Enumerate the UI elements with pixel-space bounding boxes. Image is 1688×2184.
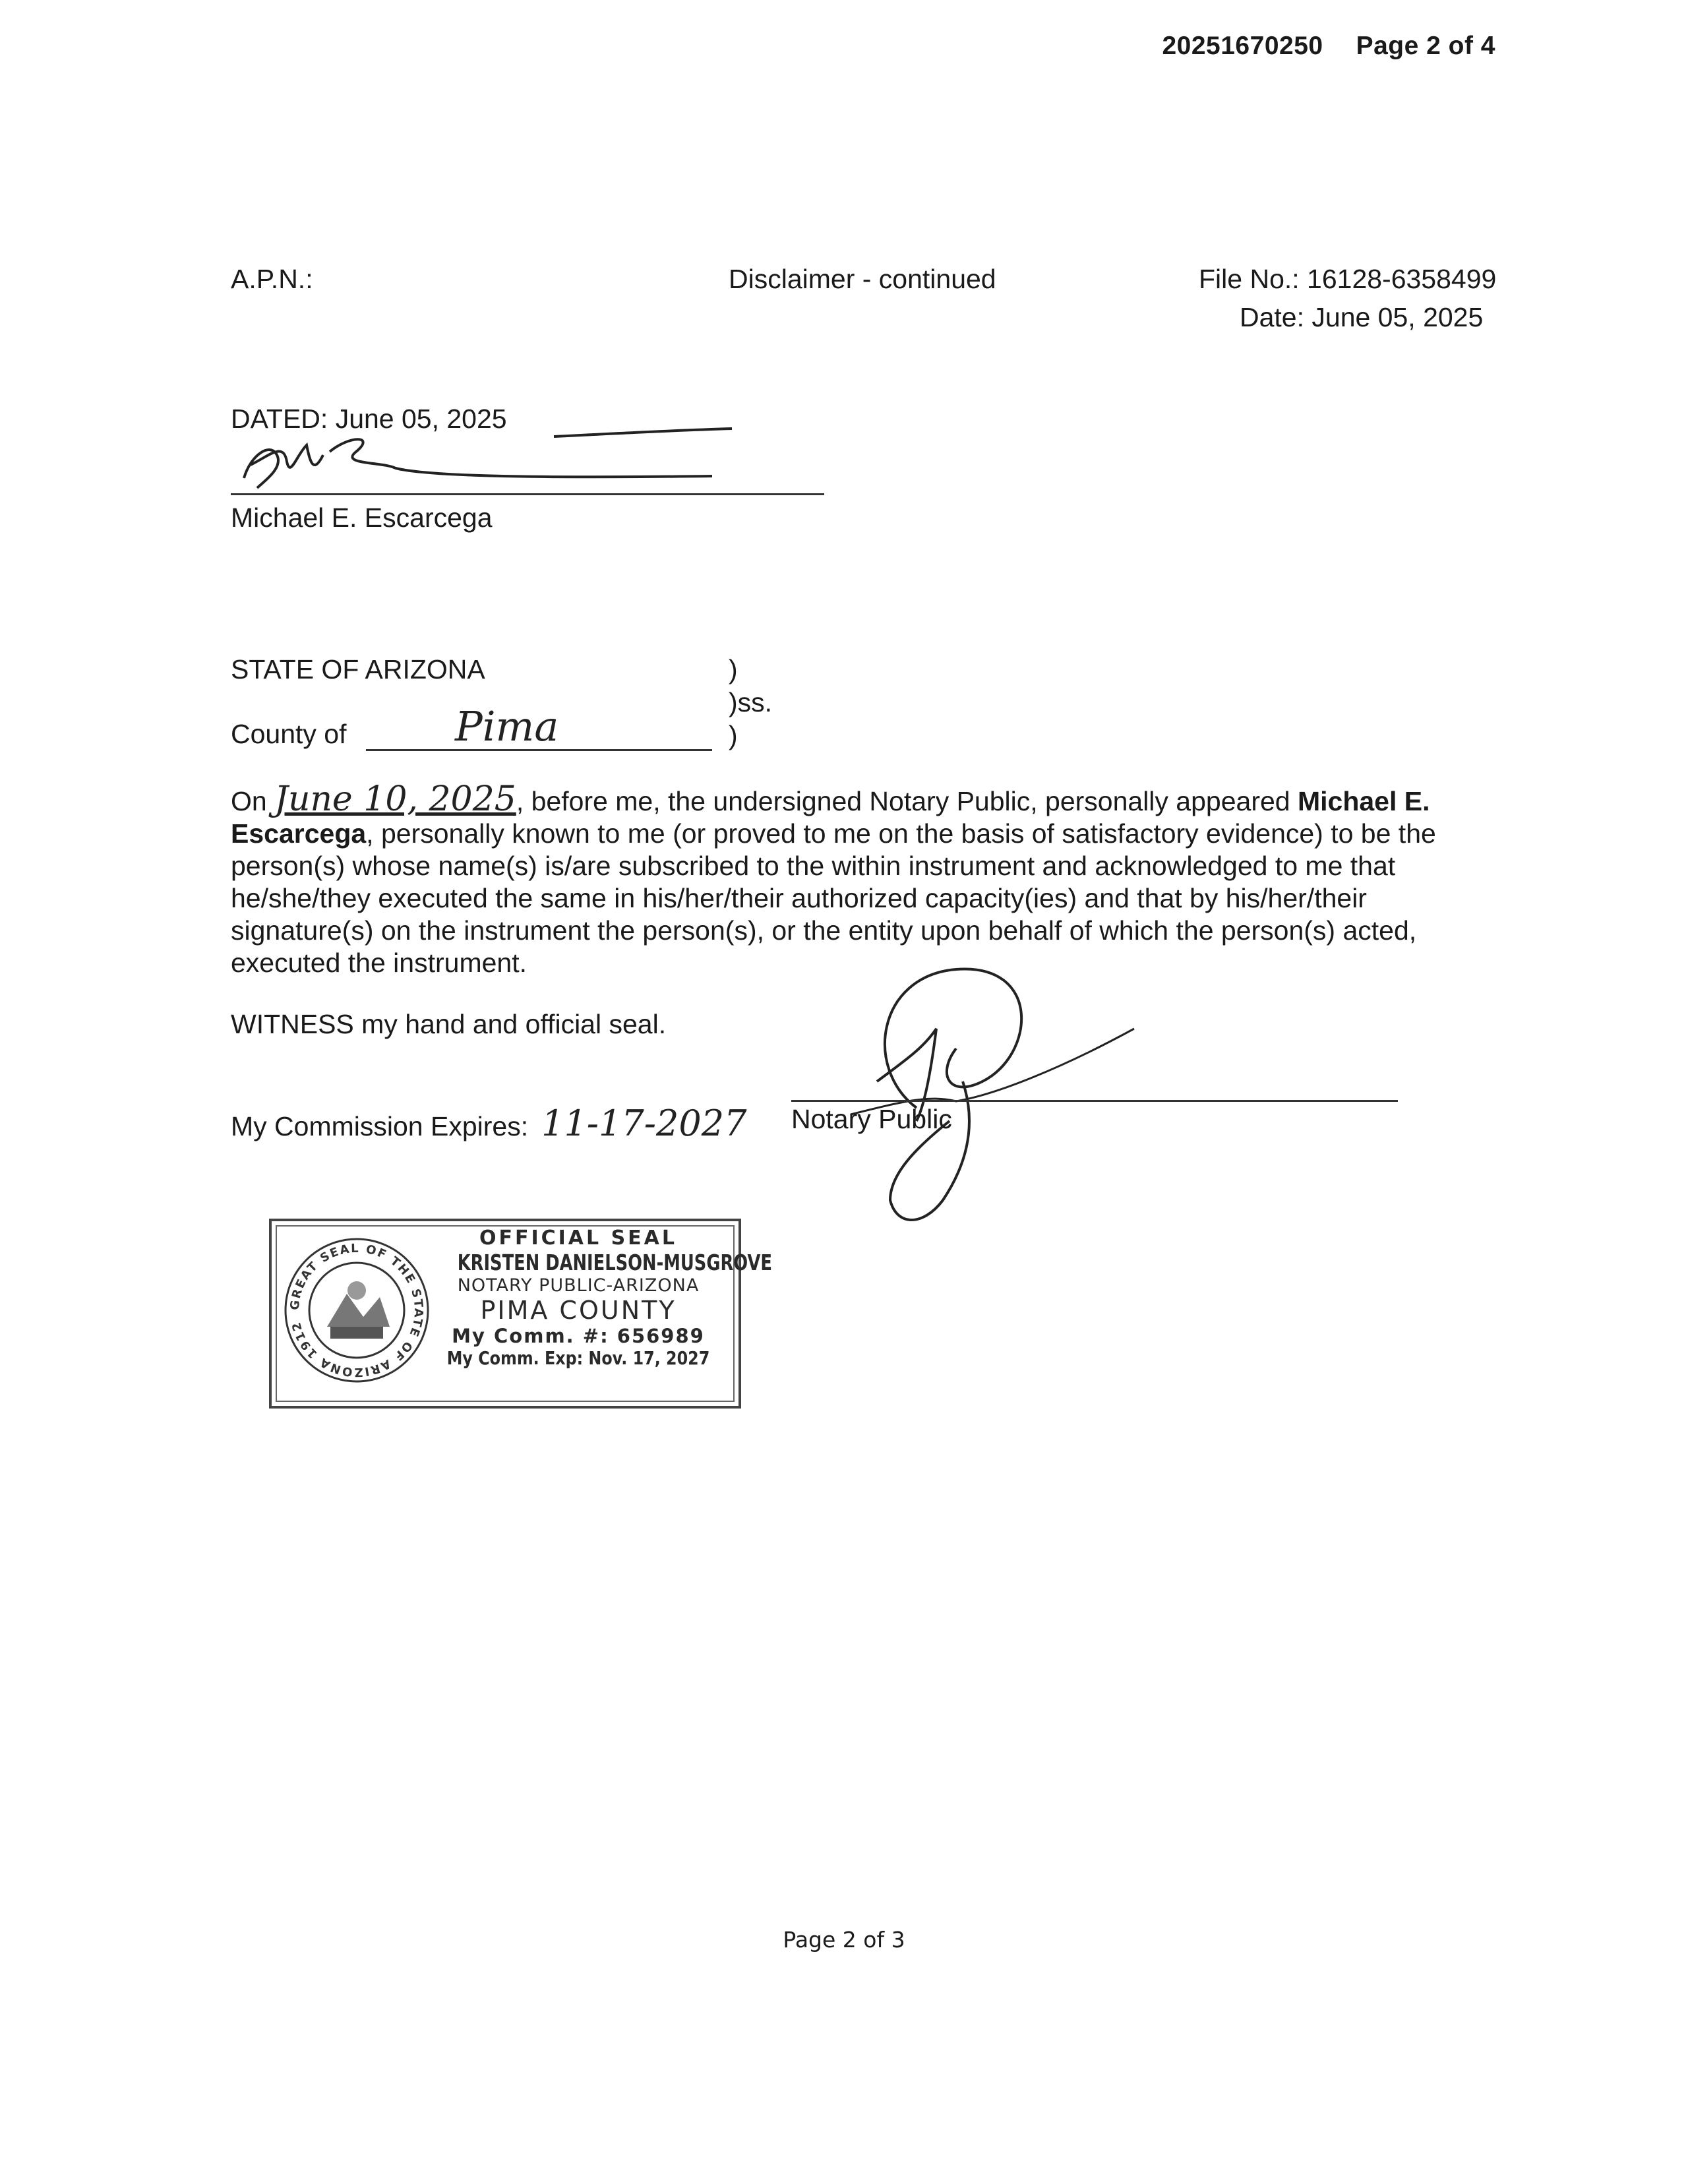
notary-signature-line <box>791 1100 1398 1102</box>
record-number: 20251670250 <box>1162 32 1323 60</box>
notary-signature <box>824 950 1154 1240</box>
recording-number <box>1162 32 1495 61</box>
appearing-person-name: Michael E. Escarcega <box>231 786 1430 849</box>
county-line <box>366 749 712 751</box>
commission-date-handwritten: 11-17-2027 <box>541 1103 747 1144</box>
acknowledgment-date-handwritten: June 10, 2025 <box>274 779 516 819</box>
seal-commission-number: My Comm. #: 656989 <box>452 1325 705 1347</box>
seal-commission-expiration: My Comm. Exp: Nov. 17, 2027 <box>446 1347 710 1369</box>
seal-county: PIMA COUNTY <box>480 1296 677 1325</box>
document-title: Disclaimer - continued <box>729 264 996 294</box>
record-page: Page 2 of 4 <box>1356 32 1495 60</box>
header-date: Date: June 05, 2025 <box>1240 302 1484 332</box>
signature-line <box>231 493 824 495</box>
seal-notary-name: KRISTEN DANIELSON-MUSGROVE <box>457 1250 772 1275</box>
state-line: STATE OF ARIZONA <box>231 654 485 684</box>
seal-ring-text: GREAT SEAL OF THE STATE OF ARIZONA 1912 <box>287 1241 426 1380</box>
page-footer: Page 2 of 3 <box>783 1927 905 1953</box>
seal-notary-state: NOTARY PUBLIC-ARIZONA <box>457 1275 700 1296</box>
venue-ss: )ss. <box>729 687 773 717</box>
commission-label: My Commission Expires: <box>231 1111 529 1141</box>
county-label: County of <box>231 719 347 749</box>
arizona-state-seal-emblem <box>281 1234 433 1386</box>
venue-paren-top: ) <box>729 654 738 684</box>
seal-title: OFFICIAL SEAL <box>479 1227 678 1250</box>
commission-expires <box>231 1103 746 1144</box>
signer-name: Michael E. Escarcega <box>231 502 493 533</box>
notary-public-label: Notary Public <box>791 1104 952 1134</box>
on-label: On <box>231 786 267 816</box>
signer-signature <box>224 415 752 495</box>
file-number: File No.: 16128-6358499 <box>1199 264 1497 294</box>
witness-line: WITNESS my hand and official seal. <box>231 1009 667 1039</box>
county-handwritten: Pima <box>455 702 559 750</box>
official-notary-seal <box>269 1219 772 1409</box>
seal-text <box>423 1227 772 1369</box>
acknowledgment-text-after: , personally known to me (or proved to me on the basis of satisfactory evidence) to be the person(s) whose name(s) is/are subscribed to the within instrument and acknowledged to me that he/she/they executed the same in his/her/their authorized capacity(ies) and that by his/her/their signature(s) on the instrument the person(s), or the entity upon behalf of which the person(s) acted, executed the instrument. <box>231 818 1436 978</box>
acknowledgment-text-before: , before me, the undersigned Notary Public, personally appeared <box>516 786 1298 816</box>
venue-paren-bottom: ) <box>729 720 738 750</box>
apn-label: A.P.N.: <box>231 264 313 294</box>
dated-line: DATED: June 05, 2025 <box>231 404 507 434</box>
